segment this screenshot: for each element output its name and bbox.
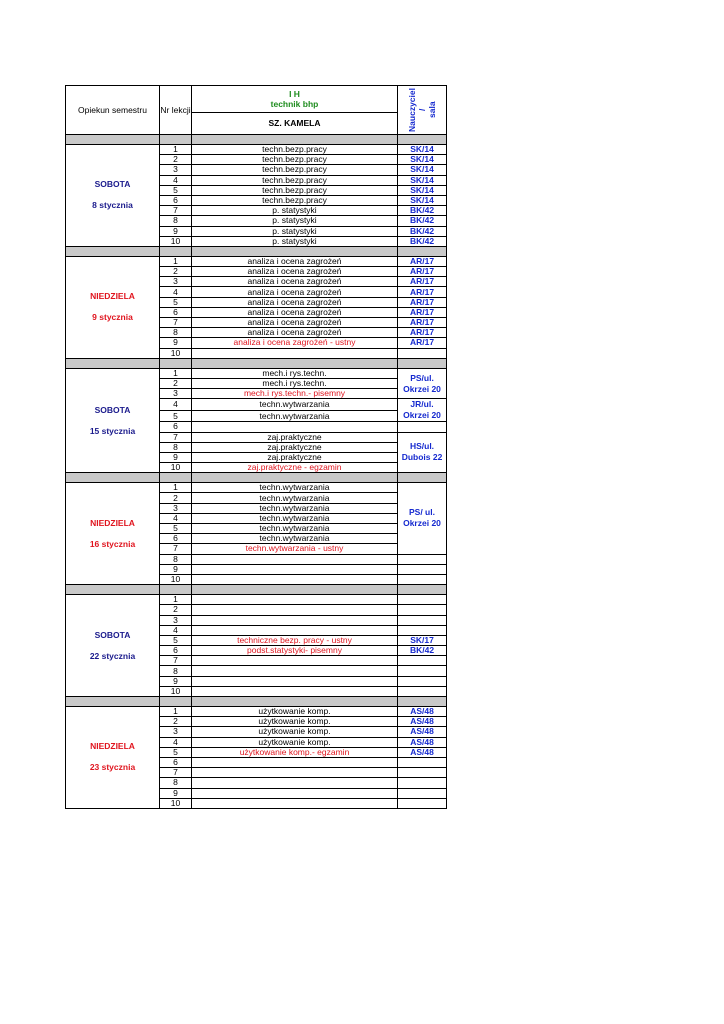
teacher-room-cell: AR/17 — [398, 338, 447, 348]
subject-cell: analiza i ocena zagrożeń — [192, 277, 398, 287]
lesson-number: 8 — [160, 216, 192, 226]
schedule-body — [66, 86, 447, 809]
separator-cell — [192, 135, 398, 145]
opiekun-header: Opiekun semestru — [66, 86, 160, 135]
separator-cell — [160, 585, 192, 595]
subject-cell: analiza i ocena zagrożeń — [192, 256, 398, 266]
subject-cell — [192, 666, 398, 676]
subject-cell: p. statystyki — [192, 216, 398, 226]
subject-cell: analiza i ocena zagrożeń — [192, 307, 398, 317]
teacher-room-cell: PS/ul. Okrzei 20 — [398, 368, 447, 399]
separator-cell — [66, 473, 160, 483]
separator-cell — [398, 135, 447, 145]
teacher-room-label: Nauczyciel / sala — [407, 88, 437, 132]
teacher-room-cell: SK/14 — [398, 145, 447, 155]
subject-cell: użytkowanie komp. — [192, 707, 398, 717]
class-header — [192, 86, 398, 113]
teacher-room-cell — [398, 625, 447, 635]
teacher-room-cell: BK/42 — [398, 226, 447, 236]
subject-cell: p. statystyki — [192, 226, 398, 236]
lesson-number: 6 — [160, 195, 192, 205]
lesson-number: 7 — [160, 544, 192, 554]
subject-cell — [192, 554, 398, 564]
separator-cell — [192, 246, 398, 256]
class-name: technik bhp — [270, 99, 319, 109]
lesson-number: 8 — [160, 778, 192, 788]
teacher-room-header — [398, 86, 447, 135]
subject-cell — [192, 768, 398, 778]
teacher-room-cell: BK/42 — [398, 646, 447, 656]
subject-cell: techn.bezp.pracy — [192, 185, 398, 195]
lesson-row — [66, 256, 447, 266]
subject-cell: techn.wytwarzania — [192, 513, 398, 523]
subject-cell: techn.wytwarzania - ustny — [192, 544, 398, 554]
separator-cell — [66, 246, 160, 256]
subject-cell — [192, 686, 398, 696]
teacher-room-cell: SK/14 — [398, 155, 447, 165]
subject-cell — [192, 564, 398, 574]
teacher-room-cell: AR/17 — [398, 256, 447, 266]
teacher-room-cell — [398, 564, 447, 574]
subject-cell: analiza i ocena zagrożeń — [192, 267, 398, 277]
separator-cell — [160, 697, 192, 707]
subject-cell: analiza i ocena zagrożeń — [192, 287, 398, 297]
subject-cell: mech.i rys.techn. — [192, 368, 398, 378]
lesson-number: 10 — [160, 348, 192, 358]
teacher-room-cell — [398, 676, 447, 686]
teacher-room-cell: JR/ul. Okrzei 20 — [398, 399, 447, 422]
separator-cell — [192, 358, 398, 368]
subject-cell — [192, 595, 398, 605]
lesson-number: 9 — [160, 564, 192, 574]
teacher-room-cell: AS/48 — [398, 717, 447, 727]
separator-cell — [192, 697, 398, 707]
subject-cell: zaj.praktyczne — [192, 452, 398, 462]
teacher-room-cell — [398, 768, 447, 778]
day-date: 22 stycznia — [89, 650, 136, 661]
teacher-room-cell: SK/14 — [398, 195, 447, 205]
lesson-number: 4 — [160, 737, 192, 747]
teacher-room-cell: SK/14 — [398, 175, 447, 185]
lesson-row — [66, 595, 447, 605]
subject-cell: użytkowanie komp.- egzamin — [192, 747, 398, 757]
lesson-number: 2 — [160, 267, 192, 277]
day-cell — [66, 483, 160, 585]
lesson-number: 6 — [160, 307, 192, 317]
lesson-number: 1 — [160, 145, 192, 155]
teacher-room-cell: AR/17 — [398, 277, 447, 287]
teacher-room-cell: BK/42 — [398, 236, 447, 246]
separator-row — [66, 697, 447, 707]
subject-cell: p. statystyki — [192, 236, 398, 246]
lesson-number: 10 — [160, 686, 192, 696]
lesson-number: 5 — [160, 410, 192, 422]
lesson-number: 10 — [160, 574, 192, 584]
teacher-room-cell: PS/ ul. Okrzei 20 — [398, 483, 447, 554]
separator-cell — [398, 473, 447, 483]
subject-cell: techn.bezp.pracy — [192, 165, 398, 175]
subject-cell: techn.wytwarzania — [192, 399, 398, 411]
day-name: SOBOTA — [94, 629, 131, 640]
lesson-number: 1 — [160, 595, 192, 605]
class-code: I H — [289, 89, 300, 99]
lesson-number: 4 — [160, 513, 192, 523]
lesson-number: 10 — [160, 463, 192, 473]
lesson-number: 2 — [160, 493, 192, 503]
day-cell — [66, 368, 160, 473]
subject-cell: zaj.praktyczne — [192, 442, 398, 452]
subject-cell: techn.bezp.pracy — [192, 175, 398, 185]
day-name: SOBOTA — [94, 179, 131, 190]
teacher-room-cell — [398, 788, 447, 798]
teacher-room-cell: AS/48 — [398, 737, 447, 747]
teacher-room-cell: AS/48 — [398, 747, 447, 757]
lesson-number: 3 — [160, 165, 192, 175]
separator-row — [66, 585, 447, 595]
lesson-number: 4 — [160, 625, 192, 635]
lesson-number: 3 — [160, 389, 192, 399]
lesson-number: 2 — [160, 378, 192, 388]
lesson-number: 8 — [160, 554, 192, 564]
teacher-room-cell: AS/48 — [398, 727, 447, 737]
day-date: 9 stycznia — [92, 312, 133, 323]
subject-cell: podst.statystyki- pisemny — [192, 646, 398, 656]
lesson-number: 7 — [160, 656, 192, 666]
subject-cell: techn.bezp.pracy — [192, 195, 398, 205]
subject-cell: mech.i rys.techn.- pisemny — [192, 389, 398, 399]
teacher-room-cell: AR/17 — [398, 287, 447, 297]
subject-cell: techniczne bezp. pracy - ustny — [192, 635, 398, 645]
teacher-room-cell — [398, 605, 447, 615]
lesson-number: 5 — [160, 524, 192, 534]
day-name: NIEDZIELA — [90, 517, 135, 528]
lesson-number: 1 — [160, 368, 192, 378]
teacher-room-cell — [398, 422, 447, 432]
lesson-number: 5 — [160, 747, 192, 757]
day-cell — [66, 145, 160, 247]
subject-cell: techn.wytwarzania — [192, 534, 398, 544]
separator-cell — [398, 585, 447, 595]
subject-cell: zaj.praktyczne — [192, 432, 398, 442]
separator-cell — [160, 135, 192, 145]
lesson-row — [66, 707, 447, 717]
subject-cell — [192, 788, 398, 798]
separator-cell — [398, 246, 447, 256]
subject-cell: techn.wytwarzania — [192, 524, 398, 534]
day-name: SOBOTA — [94, 404, 131, 415]
separator-cell — [160, 246, 192, 256]
teacher-room-cell: SK/14 — [398, 165, 447, 175]
lesson-number: 2 — [160, 605, 192, 615]
separator-cell — [66, 358, 160, 368]
subject-cell — [192, 625, 398, 635]
teacher-room-cell: SK/17 — [398, 635, 447, 645]
lesson-number: 3 — [160, 503, 192, 513]
lesson-row — [66, 145, 447, 155]
subject-cell: analiza i ocena zagrożeń — [192, 328, 398, 338]
teacher-room-cell — [398, 686, 447, 696]
separator-row — [66, 358, 447, 368]
subject-cell: techn.wytwarzania — [192, 483, 398, 493]
subject-cell: mech.i rys.techn. — [192, 378, 398, 388]
teacher-room-cell: BK/42 — [398, 206, 447, 216]
teacher-room-cell — [398, 595, 447, 605]
teacher-room-cell — [398, 348, 447, 358]
separator-cell — [192, 585, 398, 595]
subject-cell — [192, 778, 398, 788]
lesson-number: 1 — [160, 707, 192, 717]
day-date: 8 stycznia — [92, 200, 133, 211]
lesson-number: 5 — [160, 185, 192, 195]
school-header: SZ. KAMELA — [192, 113, 398, 135]
day-cell — [66, 595, 160, 697]
lesson-number-header: Nr lekcji — [160, 86, 192, 135]
teacher-room-cell: BK/42 — [398, 216, 447, 226]
separator-row — [66, 473, 447, 483]
day-name: NIEDZIELA — [90, 291, 135, 302]
teacher-room-cell: AS/48 — [398, 707, 447, 717]
subject-cell: użytkowanie komp. — [192, 717, 398, 727]
subject-cell — [192, 605, 398, 615]
teacher-room-cell: AR/17 — [398, 307, 447, 317]
day-name: NIEDZIELA — [90, 741, 135, 752]
subject-cell: użytkowanie komp. — [192, 727, 398, 737]
lesson-number: 8 — [160, 666, 192, 676]
subject-cell — [192, 798, 398, 808]
lesson-number: 3 — [160, 277, 192, 287]
lesson-number: 4 — [160, 399, 192, 411]
subject-cell: użytkowanie komp. — [192, 737, 398, 747]
subject-cell: analiza i ocena zagrożeń - ustny — [192, 338, 398, 348]
subject-cell — [192, 574, 398, 584]
day-cell — [66, 256, 160, 358]
teacher-room-cell — [398, 757, 447, 767]
lesson-number: 4 — [160, 287, 192, 297]
lesson-row — [66, 368, 447, 378]
teacher-room-cell — [398, 615, 447, 625]
teacher-room-cell — [398, 656, 447, 666]
lesson-number: 3 — [160, 615, 192, 625]
lesson-number: 8 — [160, 442, 192, 452]
day-cell — [66, 707, 160, 809]
lesson-number: 9 — [160, 226, 192, 236]
teacher-room-cell — [398, 574, 447, 584]
separator-row — [66, 246, 447, 256]
lesson-number: 7 — [160, 432, 192, 442]
subject-cell — [192, 348, 398, 358]
lesson-number: 1 — [160, 483, 192, 493]
lesson-number: 5 — [160, 635, 192, 645]
teacher-room-cell — [398, 554, 447, 564]
lesson-number: 4 — [160, 175, 192, 185]
lesson-number: 6 — [160, 422, 192, 432]
teacher-room-cell — [398, 666, 447, 676]
header-row — [66, 86, 447, 113]
subject-cell — [192, 615, 398, 625]
lesson-number: 7 — [160, 318, 192, 328]
teacher-room-cell — [398, 798, 447, 808]
teacher-room-cell: SK/14 — [398, 185, 447, 195]
subject-cell — [192, 676, 398, 686]
subject-cell — [192, 422, 398, 432]
separator-cell — [192, 473, 398, 483]
lesson-row — [66, 483, 447, 493]
teacher-room-cell: AR/17 — [398, 328, 447, 338]
teacher-room-cell: AR/17 — [398, 318, 447, 328]
separator-cell — [160, 473, 192, 483]
separator-row — [66, 135, 447, 145]
teacher-room-cell: AR/17 — [398, 267, 447, 277]
lesson-number: 9 — [160, 676, 192, 686]
teacher-room-cell — [398, 778, 447, 788]
subject-cell: zaj.praktyczne - egzamin — [192, 463, 398, 473]
lesson-number: 10 — [160, 798, 192, 808]
lesson-number: 7 — [160, 768, 192, 778]
lesson-number: 3 — [160, 727, 192, 737]
separator-cell — [66, 697, 160, 707]
lesson-number: 1 — [160, 256, 192, 266]
lesson-number: 2 — [160, 155, 192, 165]
subject-cell: techn.wytwarzania — [192, 493, 398, 503]
lesson-number: 9 — [160, 788, 192, 798]
subject-cell: techn.bezp.pracy — [192, 155, 398, 165]
subject-cell: techn.bezp.pracy — [192, 145, 398, 155]
day-date: 15 stycznia — [89, 425, 136, 436]
subject-cell — [192, 757, 398, 767]
lesson-number: 8 — [160, 328, 192, 338]
subject-cell: techn.wytwarzania — [192, 410, 398, 422]
lesson-number: 9 — [160, 338, 192, 348]
day-date: 16 stycznia — [89, 538, 136, 549]
lesson-number: 7 — [160, 206, 192, 216]
lesson-number: 2 — [160, 717, 192, 727]
lesson-number: 5 — [160, 297, 192, 307]
day-date: 23 stycznia — [89, 762, 136, 773]
subject-cell: p. statystyki — [192, 206, 398, 216]
separator-cell — [66, 135, 160, 145]
lesson-number: 6 — [160, 646, 192, 656]
separator-cell — [160, 358, 192, 368]
lesson-number: 6 — [160, 534, 192, 544]
lesson-number: 9 — [160, 452, 192, 462]
separator-cell — [398, 358, 447, 368]
separator-cell — [398, 697, 447, 707]
separator-cell — [66, 585, 160, 595]
teacher-room-cell: HS/ul. Dubois 22 — [398, 432, 447, 473]
subject-cell — [192, 656, 398, 666]
subject-cell: analiza i ocena zagrożeń — [192, 318, 398, 328]
schedule-table — [65, 85, 447, 809]
subject-cell: techn.wytwarzania — [192, 503, 398, 513]
subject-cell: analiza i ocena zagrożeń — [192, 297, 398, 307]
lesson-number: 6 — [160, 757, 192, 767]
teacher-room-cell: AR/17 — [398, 297, 447, 307]
lesson-number: 10 — [160, 236, 192, 246]
